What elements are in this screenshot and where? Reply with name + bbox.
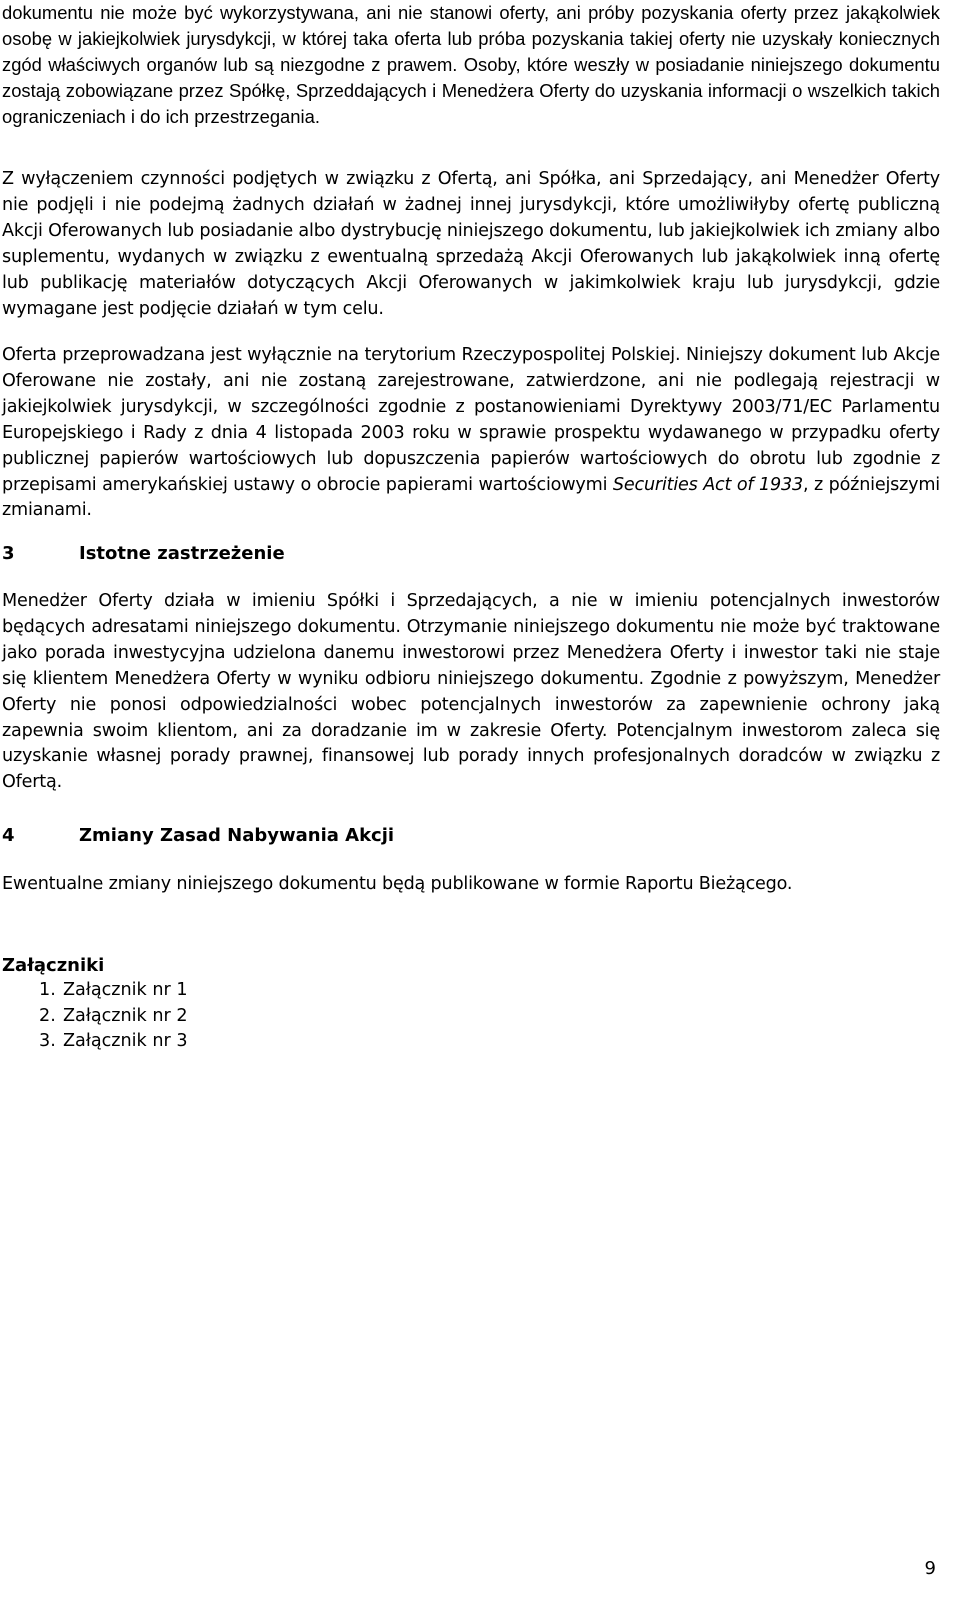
paragraph-poland-only-end: , z późniejszymi zmianami. [2,474,940,521]
paragraph-poland-only-text: Oferta przeprowadzana jest wyłącznie na terytorium Rzeczypospolitej Polskiej. Niniejszy dokument lub Akcje Oferowane nie zostały, ani nie zostaną zarejestrowane, zatwierdzone, ani nie podlegają rejestracji w jakiejkolwiek jurysdykcji, w szczególności zgodnie z postanowieniami Dyrektywy 2003/71/EC Parlamentu Europejskiego i Rady z dnia 4 listopada 2003 roku w sprawie prospektu wydawanego w przypadku oferty publicznej papierów wartościowych lub dopuszczenia papierów wartościowych do obrotu lub zgodnie z przepisami amerykańskiej ustawy o obrocie papierami wartościowymi [2,345,940,495]
paragraph-jurisdiction-actions: Z wyłączeniem czynności podjętych w związku z Ofertą, ani Spółka, ani Sprzedający, ani Menedżer Oferty nie podjęli i nie podejmą żadnych działań w żadnej innej jurysdykcji, które umożliwiłyby ofertę publiczną Akcji Oferowanych lub posiadanie albo dystrybucję niniejszego dokumentu, lub jakiejkolwiek ich zmiany albo suplementu, wydanych w związku z ewentualną sprzedażą Akcji Oferowanych lub jakąkolwiek inną ofertę lub publikację materiałów dotyczących Akcji Oferowanych w jakimkolwiek kraju lub jurysdykcji, gdzie wymagane jest podjęcie działań w tym celu. [2,169,940,319]
list-item [39,978,188,1004]
securities-act-reference: Securities Act of 1933 [612,474,803,495]
section-title-3: Istotne zastrzeżenie [79,543,285,564]
list-item [39,1004,188,1030]
section-title-4: Zmiany Zasad Nabywania Akcji [79,825,395,846]
section-heading-3 [2,541,285,567]
attachments-list [39,978,188,1055]
list-item-number: 3. [39,1031,56,1051]
list-item-label: Załącznik nr 1 [63,980,188,1000]
list-item-number: 2. [39,1005,56,1026]
page-number: 9 [924,1558,936,1579]
list-item-label: Załącznik nr 2 [63,1005,188,1026]
section-number-4: 4 [2,825,15,846]
section-heading-4 [2,823,394,849]
paragraph-important-disclaimer: Menedżer Oferty działa w imieniu Spółki i Sprzedających, a nie w imieniu potencjalnych inwestorów będących adresatami niniejszego dokumentu. Otrzymanie niniejszego dokumentu nie może być traktowane jako porada inwestycyjna udzielona danemu inwestorowi przez Menedżera Oferty i inwestor taki nie staje się klientem Menedżera Oferty w wyniku odbioru niniejszego dokumentu. Zgodnie z powyższym, Menedżer Oferty nie ponosi odpowiedzialności wobec potencjalnych inwestorów za zapewnienie ochrony jaką zapewnia swoim klientom, ani za doradzanie im w zakresie Oferty. Potencjalnym inwestorom zaleca się uzyskanie własnej porady prawnej, finansowej lub porady innych profesjonalnych doradców w związku z Ofertą. [2,591,940,793]
paragraph-document-changes: Ewentualne zmiany niniejszego dokumentu będą publikowane w formie Raportu Bieżącego. [2,874,793,894]
list-item-label: Załącznik nr 3 [63,1031,188,1051]
attachments-heading: Załączniki [2,955,105,976]
list-item-number: 1. [39,980,56,1000]
paragraph-poland-only [2,343,940,524]
list-item [39,1029,188,1055]
section-number-3: 3 [2,543,15,564]
paragraph-offer-restrictions: dokumentu nie może być wykorzystywana, ani nie stanowi oferty, ani próby pozyskania oferty przez jakąkolwiek osobę w jakiejkolwiek jurysdykcji, w której taka oferta lub próba pozyskania takiej oferty nie uzyskały koniecznych zgód właściwych organów lub są niezgodne z prawem. Osoby, które weszły w posiadanie niniejszego dokumentu zostają zobowiązane przez Spółkę, Sprzeddających i Menedżera Oferty do uzyskania informacji o wszelkich takich ograniczeniach i do ich przestrzegania. [2,2,940,127]
